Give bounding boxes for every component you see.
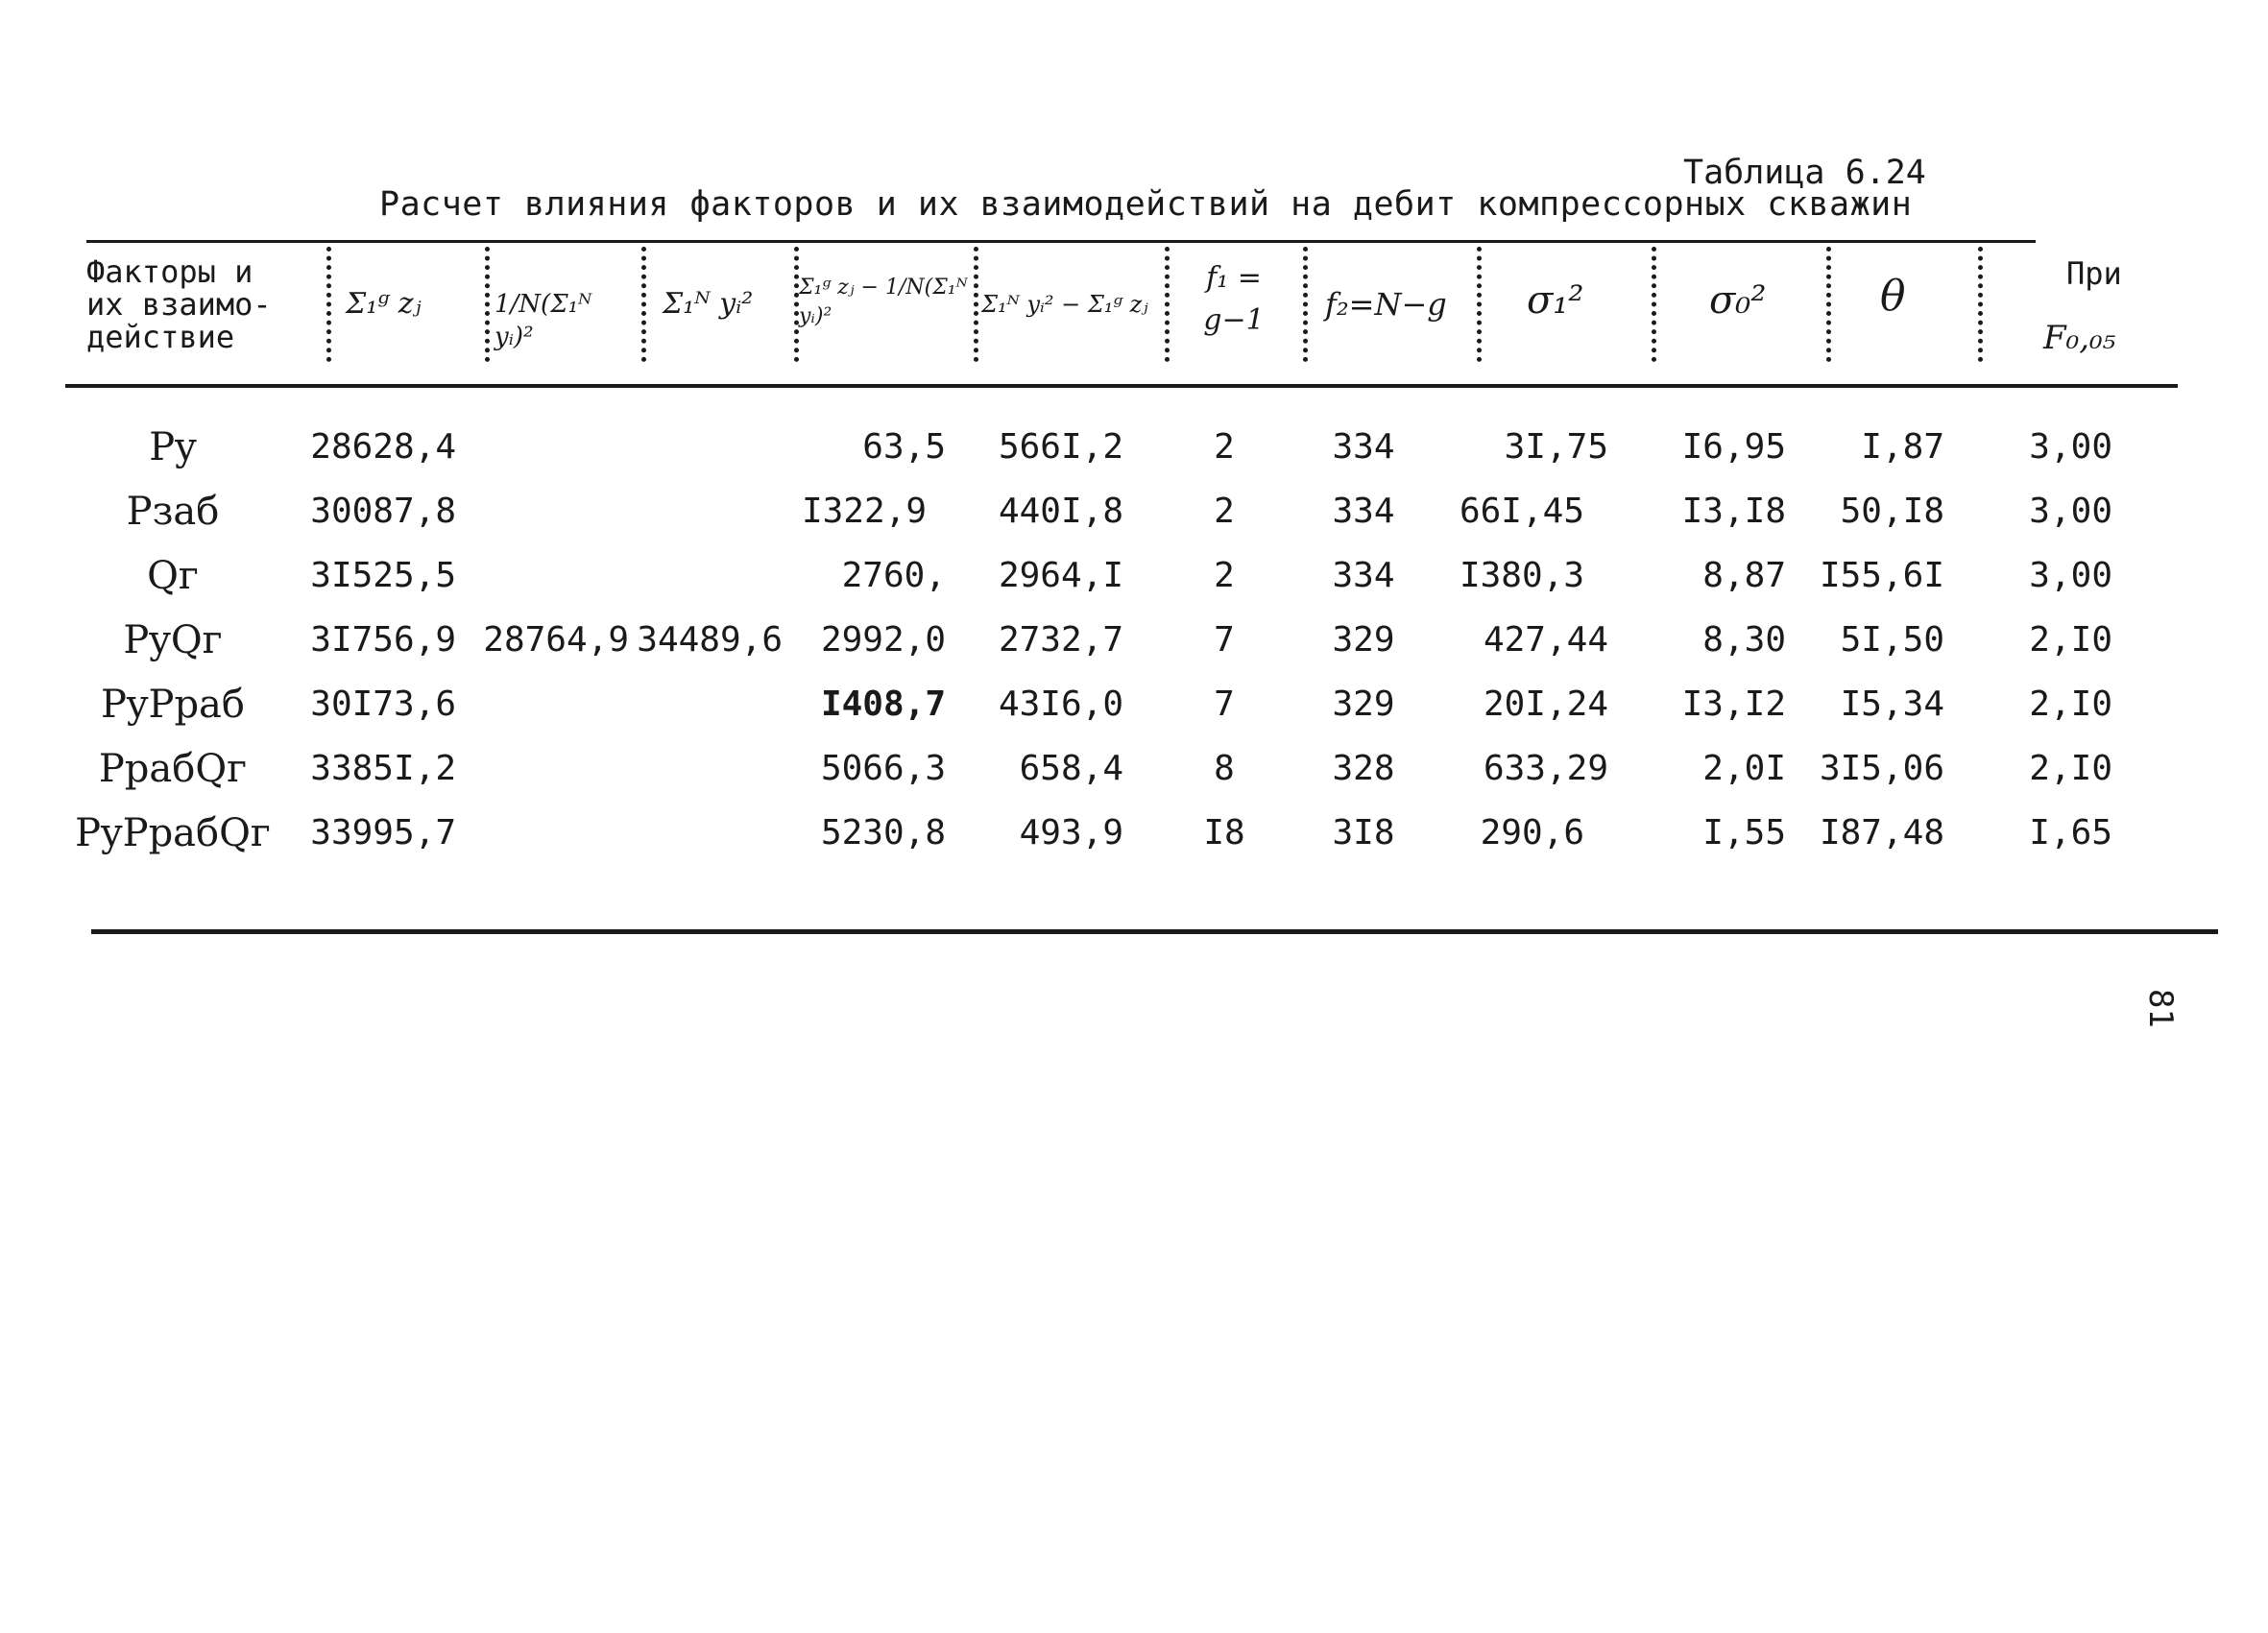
cell-c1: 30087,8: [310, 492, 456, 531]
cell-c7: 329: [1332, 684, 1395, 724]
column-separator: [485, 247, 490, 362]
cell-c8: 20I,24: [1483, 684, 1608, 724]
row-factor: PyPрабQг: [75, 811, 271, 855]
cell-c6: 8: [1214, 749, 1235, 788]
cell-c6: 2: [1214, 427, 1235, 467]
table-label: Таблица 6.24: [1683, 154, 1926, 192]
cell-c7: 334: [1332, 556, 1395, 595]
cell-c4: I322,9: [801, 492, 927, 531]
cell-c4: 2992,0: [820, 620, 946, 660]
row-factor: PyQг: [123, 618, 223, 662]
header-col-5: Σ₁ᴺ yᵢ² − Σ₁ᵍ zⱼ: [981, 291, 1148, 318]
cell-c8: 427,44: [1483, 620, 1608, 660]
cell-c5: 2732,7: [998, 620, 1123, 660]
cell-c2: 28764,9: [483, 620, 629, 660]
column-separator: [974, 247, 978, 362]
cell-c9: 8,30: [1702, 620, 1786, 660]
column-separator: [1826, 247, 1831, 362]
cell-c6: 7: [1214, 684, 1235, 724]
cell-c5: 493,9: [1019, 813, 1123, 853]
table-title: Расчет влияния факторов и их взаимодействий на дебит компрессорных скважин: [379, 185, 1913, 224]
cell-c9: I3,I8: [1681, 492, 1786, 531]
header-col-6: f₁ = g−1: [1203, 261, 1265, 337]
row-factor: PyPраб: [101, 683, 245, 727]
header-col-11-top: При: [2066, 255, 2122, 292]
cell-c11: 2,I0: [2029, 684, 2112, 724]
cell-c7: 3I8: [1332, 813, 1395, 853]
column-separator: [1652, 247, 1656, 362]
column-separator: [641, 247, 646, 362]
cell-c6: 2: [1214, 492, 1235, 531]
cell-c3: 34489,6: [637, 620, 783, 660]
cell-c9: 8,87: [1702, 556, 1786, 595]
cell-c1: 30I73,6: [310, 684, 456, 724]
cell-c5: 658,4: [1019, 749, 1123, 788]
header-col-4: Σ₁ᵍ zⱼ − 1/N(Σ₁ᴺ yᵢ)²: [799, 276, 968, 328]
cell-c5: 43I6,0: [998, 684, 1123, 724]
cell-c11: 3,00: [2029, 427, 2112, 467]
top-rule: [86, 240, 2036, 243]
cell-c10: I,87: [1861, 427, 1944, 467]
column-separator: [1303, 247, 1308, 362]
header-col-2: 1/N(Σ₁ᴺ yᵢ)²: [495, 290, 592, 351]
cell-c9: I,55: [1702, 813, 1786, 853]
header-col-9: σ₀²: [1709, 278, 1767, 323]
cell-c5: 566I,2: [998, 427, 1123, 467]
page-number: 81: [2141, 989, 2180, 1028]
cell-c1: 3385I,2: [310, 749, 456, 788]
cell-c4: 2760,: [841, 556, 946, 595]
cell-c8: I380,3: [1459, 556, 1584, 595]
header-col-10: θ: [1880, 272, 1906, 321]
cell-c4: 5230,8: [820, 813, 946, 853]
cell-c10: I55,6I: [1819, 556, 1944, 595]
cell-c11: 3,00: [2029, 556, 2112, 595]
cell-c5: 2964,I: [998, 556, 1123, 595]
cell-c1: 28628,4: [310, 427, 456, 467]
cell-c8: 290,6: [1480, 813, 1584, 853]
cell-c1: 33995,7: [310, 813, 456, 853]
cell-c4: 5066,3: [820, 749, 946, 788]
cell-c10: 3I5,06: [1819, 749, 1944, 788]
cell-c10: 50,I8: [1840, 492, 1944, 531]
cell-c7: 329: [1332, 620, 1395, 660]
column-separator: [1978, 247, 1983, 362]
header-bottom-rule: [65, 384, 2178, 388]
cell-c6: I8: [1203, 813, 1245, 853]
cell-c8: 633,29: [1483, 749, 1608, 788]
cell-c9: I6,95: [1681, 427, 1786, 467]
cell-c4: 63,5: [862, 427, 946, 467]
cell-c10: I87,48: [1819, 813, 1944, 853]
row-factor: Qг: [147, 554, 199, 598]
cell-c6: 2: [1214, 556, 1235, 595]
row-factor: Py: [149, 425, 197, 469]
cell-c6: 7: [1214, 620, 1235, 660]
cell-c5: 440I,8: [998, 492, 1123, 531]
bottom-rule: [91, 929, 2218, 934]
cell-c11: 2,I0: [2029, 620, 2112, 660]
header-col-8: σ₁²: [1527, 278, 1584, 323]
cell-c9: I3,I2: [1681, 684, 1786, 724]
cell-c11: I,65: [2029, 813, 2112, 853]
cell-c4: I408,7: [820, 684, 946, 724]
cell-c9: 2,0I: [1702, 749, 1786, 788]
header-col-7: f₂=N−g: [1325, 286, 1447, 323]
row-factor: Pзаб: [126, 490, 220, 534]
column-separator: [326, 247, 331, 362]
cell-c8: 66I,45: [1459, 492, 1584, 531]
cell-c7: 334: [1332, 427, 1395, 467]
header-col-3: Σ₁ᴺ yᵢ²: [663, 287, 754, 321]
cell-c1: 3I756,9: [310, 620, 456, 660]
cell-c7: 328: [1332, 749, 1395, 788]
row-factor: PрабQг: [98, 747, 248, 791]
cell-c1: 3I525,5: [310, 556, 456, 595]
header-col-1: Σ₁ᵍ zⱼ: [346, 287, 422, 321]
column-separator: [1477, 247, 1482, 362]
cell-c7: 334: [1332, 492, 1395, 531]
cell-c10: I5,34: [1840, 684, 1944, 724]
cell-c10: 5I,50: [1840, 620, 1944, 660]
cell-c8: 3I,75: [1504, 427, 1608, 467]
column-separator: [1165, 247, 1170, 362]
header-col-11-bottom: F₀,₀₅: [2043, 319, 2116, 357]
header-factor: Факторы и их взаимо-действие: [86, 253, 272, 355]
cell-c11: 2,I0: [2029, 749, 2112, 788]
cell-c11: 3,00: [2029, 492, 2112, 531]
